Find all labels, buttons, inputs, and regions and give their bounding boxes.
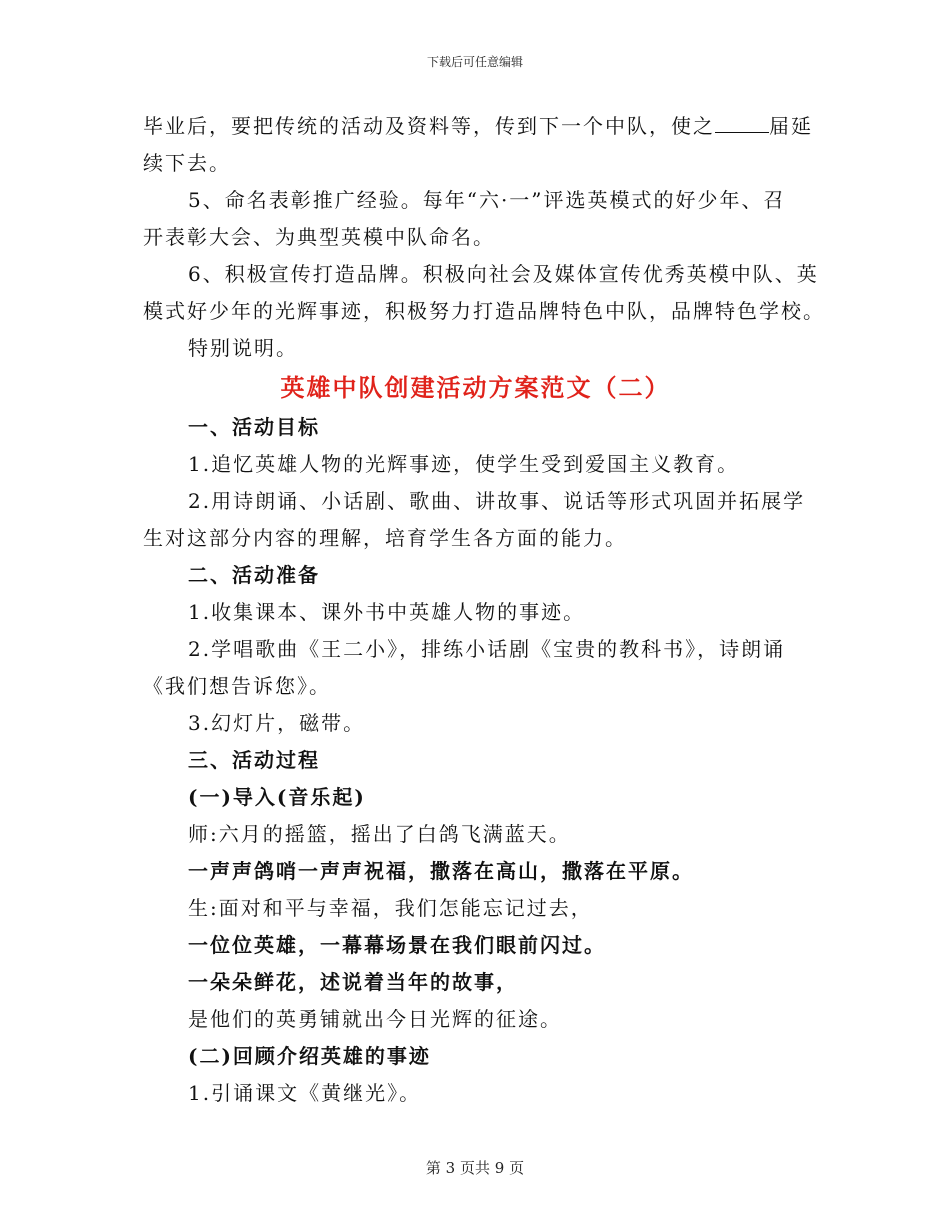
blank-underline [715, 114, 769, 133]
list-item-continuation: 生对这部分内容的理解，培育学生各方面的能力。 [143, 526, 627, 550]
list-item: 1.追忆英雄人物的光辉事迹，使学生受到爱国主义教育。 [188, 452, 740, 476]
document-body [143, 108, 825, 1112]
subsection-heading: (一)导入(音乐起) [188, 785, 366, 809]
paragraph-line: 模式好少年的光辉事迹，积极努力打造品牌特色中队，品牌特色学校。 [143, 299, 825, 323]
script-line: 生:面对和平与幸福，我们怎能忘记过去， [188, 896, 593, 920]
paragraph-line: 6、积极宣传打造品牌。积极向社会及媒体宣传优秀英模中队、英 [188, 262, 819, 286]
section-heading: 一、活动目标 [188, 415, 320, 439]
page-header: 下载后可任意编辑 [426, 55, 523, 69]
paragraph-line [143, 108, 813, 145]
script-line: 一声声鸽哨一声声祝福，撒落在高山，撒落在平原。 [188, 859, 694, 883]
script-line: 一位位英雄，一幕幕场景在我们眼前闪过。 [188, 933, 606, 957]
paragraph-line: 开表彰大会、为典型英模中队命名。 [143, 225, 495, 249]
page-footer: 第 3 页共 9 页 [425, 1159, 525, 1177]
subsection-heading: (二)回顾介绍英雄的事迹 [188, 1044, 431, 1068]
section-heading: 三、活动过程 [188, 748, 320, 772]
script-line: 一朵朵鲜花，述说着当年的故事， [188, 970, 518, 994]
list-item: 2.学唱歌曲《王二小》，排练小话剧《宝贵的教科书》，诗朗诵 [188, 637, 786, 661]
paragraph-line: 特别说明。 [188, 336, 298, 360]
text-span: 毕业后，要把传统的活动及资料等，传到下一个中队，使之 [143, 114, 715, 138]
section-heading: 二、活动准备 [188, 563, 320, 587]
list-item: 1.收集课本、课外书中英雄人物的事迹。 [188, 600, 586, 624]
paragraph-line: 5、命名表彰推广经验。每年“六·一”评选英模式的好少年、召 [188, 188, 786, 212]
list-item: 3.幻灯片，磁带。 [188, 711, 366, 735]
document-title: 英雄中队创建活动方案范文（二） [280, 374, 671, 402]
list-item: 1.引诵课文《黄继光》。 [188, 1081, 422, 1105]
list-item-continuation: 《我们想告诉您》。 [143, 674, 331, 698]
text-span: 届延 [769, 114, 813, 138]
script-line: 师:六月的摇篮，摇出了白鸽飞满蓝天。 [188, 822, 571, 846]
list-item: 2.用诗朗诵、小话剧、歌曲、讲故事、说话等形式巩固并拓展学 [188, 489, 806, 513]
script-line: 是他们的英勇铺就出今日光辉的征途。 [188, 1007, 562, 1031]
paragraph-line: 续下去。 [143, 151, 231, 175]
